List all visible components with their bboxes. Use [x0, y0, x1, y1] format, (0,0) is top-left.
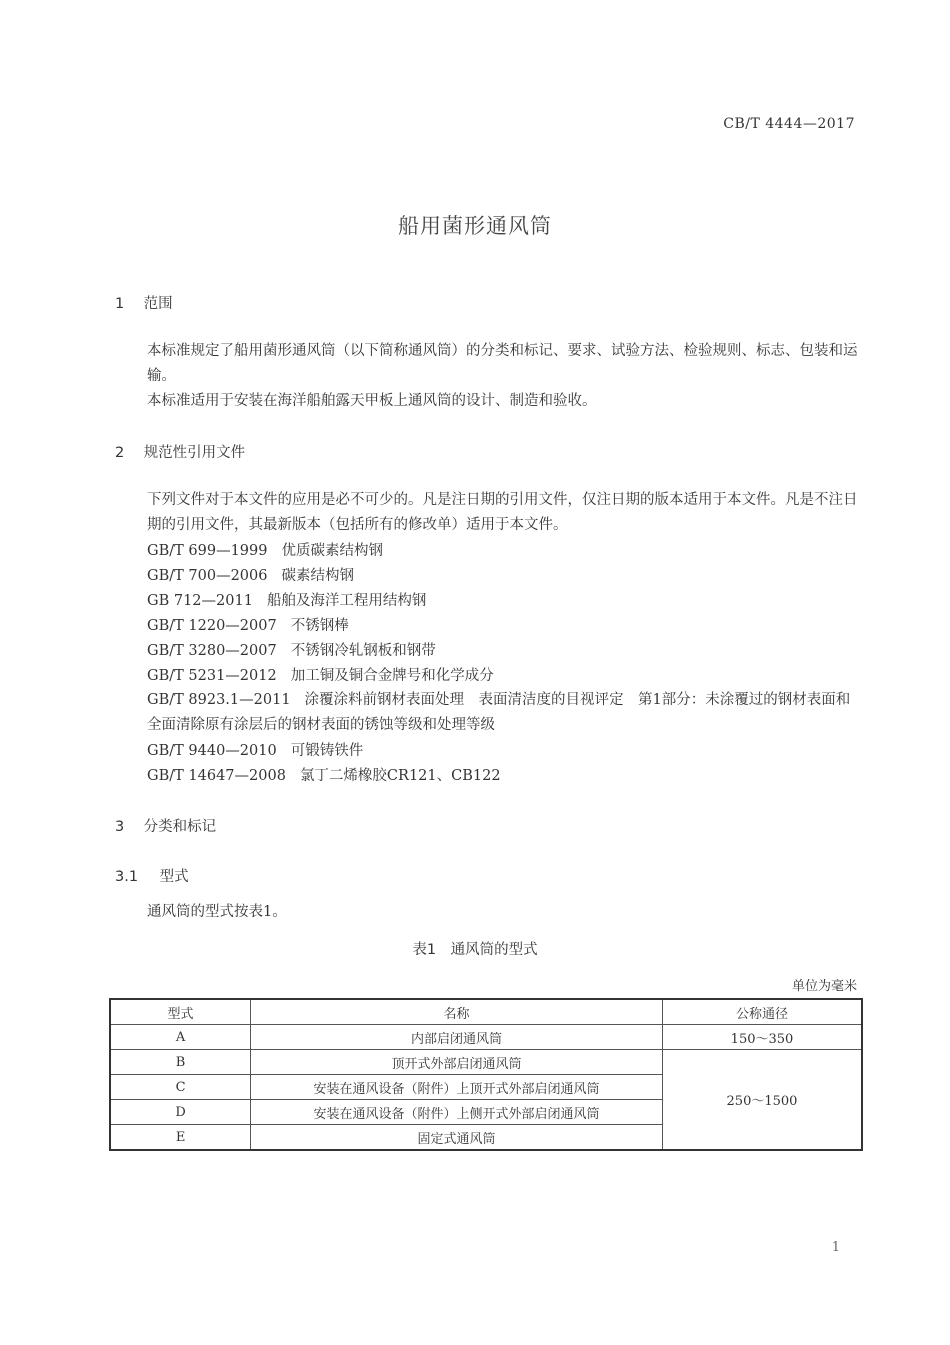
section-title: 规范性引用文件 — [143, 445, 246, 461]
column-header: 型式 — [110, 999, 251, 1025]
types-intro — [115, 900, 860, 925]
reference-item-long — [115, 688, 860, 738]
name-cell: 顶开式外部启闭通风筒 — [251, 1050, 663, 1075]
scope-paragraph-1 — [115, 339, 860, 389]
type-cell: C — [110, 1075, 251, 1100]
name-cell: 安装在通风设备（附件）上侧开式外部启闭通风筒 — [251, 1100, 663, 1125]
table-row — [110, 1025, 862, 1050]
reference-item — [147, 564, 354, 585]
scope-text-2: 本标准适用于安装在海洋船舶露天甲板上通风筒的设计、制造和验收。 — [147, 393, 597, 409]
reference-title: 加工铜及铜合金牌号和化学成分 — [290, 668, 494, 684]
type-cell: B — [110, 1050, 251, 1075]
reference-item — [147, 639, 436, 660]
reference-code: GB/T 700—2006 — [147, 568, 268, 584]
section-number: 3.1 — [115, 869, 139, 885]
document-title: 船用菌形通风筒 — [398, 214, 552, 238]
table-header-row — [110, 999, 862, 1025]
type-cell: E — [110, 1125, 251, 1151]
name-cell: 内部启闭通风筒 — [251, 1025, 663, 1050]
section-heading-scope — [115, 292, 173, 313]
name-cell: 固定式通风筒 — [251, 1125, 663, 1151]
reference-item — [147, 764, 501, 785]
name-cell: 安装在通风设备（附件）上顶开式外部启闭通风筒 — [251, 1075, 663, 1100]
column-header: 名称 — [251, 999, 663, 1025]
reference-item — [147, 664, 494, 685]
section-number: 2 — [115, 445, 125, 461]
reference-item — [147, 614, 349, 635]
reference-code: GB 712—2011 — [147, 593, 253, 609]
scope-text-1: 本标准规定了船用菌形通风筒（以下简称通风筒）的分类和标记、要求、试验方法、检验规则、标志、包装和运输。 — [147, 343, 858, 384]
section-title: 分类和标记 — [143, 819, 217, 835]
subsection-heading-types — [115, 865, 189, 886]
types-table — [109, 998, 863, 1151]
type-cell: A — [110, 1025, 251, 1050]
normative-intro-text: 下列文件对于本文件的应用是必不可少的。凡是注日期的引用文件，仅注日期的版本适用于本文件。凡是不注日期的引用文件，其最新版本（包括所有的修改单）适用于本文件。 — [147, 492, 858, 533]
reference-item — [147, 589, 426, 610]
diameter-cell: 150～350 — [662, 1025, 862, 1050]
reference-title: 碳素结构钢 — [281, 568, 354, 584]
type-cell: D — [110, 1100, 251, 1125]
reference-code: GB/T 699—1999 — [147, 543, 268, 559]
section-title: 型式 — [159, 869, 189, 885]
column-header: 公称通径 — [662, 999, 862, 1025]
reference-title: 氯丁二烯橡胶CR121、CB122 — [299, 768, 501, 784]
table-caption: 表1 通风筒的型式 — [412, 942, 538, 958]
section-title: 范围 — [143, 296, 173, 312]
normative-intro — [115, 488, 860, 538]
reference-code: GB/T 9440—2010 — [147, 743, 277, 759]
reference-code: GB/T 1220—2007 — [147, 618, 277, 634]
scope-paragraph-2 — [115, 389, 860, 414]
page-number: 1 — [831, 1240, 840, 1255]
reference-title: 涂覆涂料前钢材表面处理 表面清洁度的目视评定 第1部分：未涂覆过的钢材表面和全面清除原有涂层后的钢材表面的锈蚀等级和处理等级 — [147, 692, 851, 733]
table-row — [110, 1050, 862, 1075]
diameter-cell: 250～1500 — [662, 1050, 862, 1151]
reference-code: GB/T 3280—2007 — [147, 643, 277, 659]
section-heading-normative — [115, 441, 245, 462]
table-unit-note: 单位为毫米 — [791, 979, 857, 994]
reference-code: GB/T 14647—2008 — [147, 768, 286, 784]
reference-item — [147, 739, 363, 760]
reference-title: 优质碳素结构钢 — [281, 543, 383, 559]
reference-title: 可锻铸铁件 — [290, 743, 364, 759]
reference-code: GB/T 8923.1—2011 — [147, 692, 291, 708]
reference-title: 船舶及海洋工程用结构钢 — [266, 593, 427, 609]
section-heading-classification — [115, 815, 216, 836]
standard-code: CB/T 4444—2017 — [723, 116, 855, 132]
section-number: 1 — [115, 296, 125, 312]
reference-item — [147, 539, 383, 560]
reference-title: 不锈钢棒 — [290, 618, 349, 634]
reference-title: 不锈钢冷轧钢板和钢带 — [290, 643, 436, 659]
section-number: 3 — [115, 819, 125, 835]
types-intro-text: 通风筒的型式按表1。 — [147, 904, 287, 920]
reference-code: GB/T 5231—2012 — [147, 668, 277, 684]
